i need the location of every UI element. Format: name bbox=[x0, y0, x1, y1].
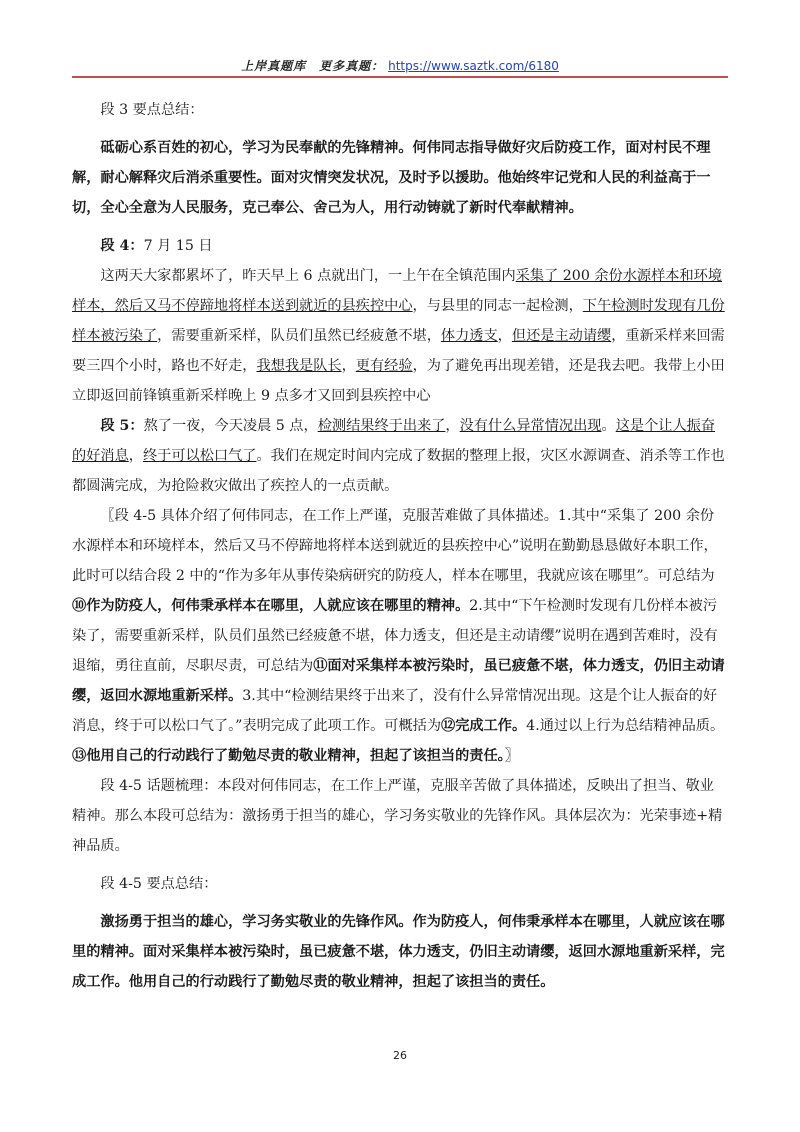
key-point-12: ⑫完成工作。 bbox=[441, 718, 527, 734]
underlined-text: 更有经验 bbox=[355, 358, 413, 374]
text-run: 4.通过以上行为总结精神品质。 bbox=[526, 718, 725, 734]
text-run: ，为了避免再出现差错，还是我去吧。我带上小田立即返回前锋镇重新采样晚上 9 点多才又回到县疾控中心 bbox=[72, 358, 725, 404]
text-run: ， bbox=[497, 328, 512, 344]
text-run: 〗 bbox=[504, 748, 519, 764]
underlined-text: 体力透支 bbox=[440, 328, 498, 344]
key-point-10: ⑩作为防疫人，何伟秉承样本在哪里，人就应该在哪里的精神。 bbox=[72, 598, 470, 614]
section-4-5-topic: 段 4-5 话题梳理：本段对何伟同志，在工作上严谨，克服辛苦做了具体描述，反映出了担当、敬业精神。那么本段可总结为：激扬勇于担当的雄心，学习务实敬业的先锋作风。具体层次为：光荣事迹+精神品质。 bbox=[72, 778, 723, 854]
text-run: 2.其中“下午检测时发现有几份样本被污染了，需要重新采样，队员们虽然已经疲惫不堪，体力透支，但还是主动请缨”说明在遇到苦难时，没有退缩，勇往直前，尽职尽责，可总结为 bbox=[72, 598, 718, 674]
text-run: 。 bbox=[601, 418, 616, 434]
text-run: ， bbox=[445, 418, 460, 434]
page-number: 26 bbox=[393, 1049, 407, 1062]
text-run: ，与县里的同志一起检测， bbox=[412, 298, 583, 314]
underlined-text: 但还是主动请缨 bbox=[511, 328, 612, 344]
section-4-paragraph bbox=[72, 261, 728, 411]
section-4-5-summary-heading: 段 4-5 要点总结： bbox=[100, 876, 218, 892]
section-5-label: 段 5： bbox=[100, 418, 144, 434]
header-brand: 上岸真题库 更多真题： bbox=[241, 59, 385, 73]
underlined-text: 采集了 200 余份水源样本和环境样本，然后又马不停蹄地将样本送到就近的县疾控中心 bbox=[72, 268, 723, 314]
text-run: 这两天大家都累坏了，昨天早上 6 点就出门，一上午在全镇范围内 bbox=[100, 268, 516, 284]
underlined-text: 这是个让人振奋的好消息 bbox=[72, 418, 716, 464]
header-divider bbox=[72, 76, 728, 78]
document-body bbox=[72, 95, 728, 997]
header-link[interactable]: https://www.saztk.com/6180 bbox=[388, 59, 559, 73]
section-4-5-analysis bbox=[72, 501, 728, 771]
section-4-label: 段 4： bbox=[100, 238, 144, 254]
underlined-text: 我想我是队长 bbox=[256, 358, 342, 374]
underlined-text: 没有什么异常情况出现 bbox=[459, 418, 602, 434]
section-3-summary: 砥砺心系百姓的初心，学习为民奉献的先锋精神。何伟同志指导做好灾后防疫工作，面对村民不理解，耐心解释灾后消杀重要性。面对灾情突发状况，及时予以援助。他始终牢记党和人民的利益高于一切，全心全意为人民服务，克己奉公、舍己为人，用行动铸就了新时代奉献精神。 bbox=[72, 140, 711, 216]
page-header bbox=[72, 55, 728, 83]
text-run: 〖段 4-5 具体介绍了何伟同志，在工作上严谨，克服苦难做了具体描述。1.其中“采集了 200 余份水源样本和环境样本，然后又马不停蹄地将样本送到就近的县疾控中心”说明在勤勤恳恳做好本职工作，此时可以结合段 2 中的“作为多年从事传染病研究的防疫人，样本在哪里，我就应该在哪里”。可总结为 bbox=[72, 508, 718, 584]
underlined-text: 检测结果终于出来了 bbox=[317, 418, 446, 434]
text-run: 。我们在规定时间内完成了数据的整理上报，灾区水源调查、消杀等工作也都圆满完成，为抢险救灾做出了疾控人的一点贡献。 bbox=[72, 448, 725, 494]
underlined-text: 终于可以松口气了 bbox=[142, 448, 257, 464]
key-point-11: ⑪面对采集样本被污染时，虽已疲惫不堪，体力透支，仍旧主动请缨，返回水源地重新采样。 bbox=[72, 658, 725, 704]
underlined-text: 下午检测时发现有几份样本被污染了 bbox=[72, 298, 725, 344]
text-run: ， bbox=[128, 448, 143, 464]
text-run: ，需要重新采样，队员们虽然已经疲惫不堪， bbox=[157, 328, 441, 344]
section-3-summary-heading: 段 3 要点总结： bbox=[100, 102, 204, 118]
section-4-5-summary: 激扬勇于担当的雄心，学习务实敬业的先锋作风。作为防疫人，何伟秉承样本在哪里，人就应该在哪里的精神。面对采集样本被污染时，虽已疲惫不堪，体力透支，仍旧主动请缨，返回水源地重新采样，完成工作。他用自己的行动践行了勤勉尽责的敬业精神，担起了该担当的责任。 bbox=[72, 914, 725, 990]
section-4-date: 7 月 15 日 bbox=[143, 238, 213, 254]
key-point-13: ⑬他用自己的行动践行了勤勉尽责的敬业精神，担起了该担当的责任。 bbox=[72, 748, 505, 764]
section-5-paragraph bbox=[72, 411, 728, 501]
text-run: 3.其中“检测结果终于出来了，没有什么异常情况出现。这是个让人振奋的好消息，终于可以松口气了。”表明完成了此项工作。可概括为 bbox=[72, 688, 718, 734]
text-run: 熬了一夜，今天凌晨 5 点， bbox=[143, 418, 318, 434]
section-4-heading bbox=[72, 231, 728, 261]
text-run: ，重新采样来回需要三四个小时，路也不好走， bbox=[72, 328, 725, 374]
text-run: ， bbox=[341, 358, 356, 374]
